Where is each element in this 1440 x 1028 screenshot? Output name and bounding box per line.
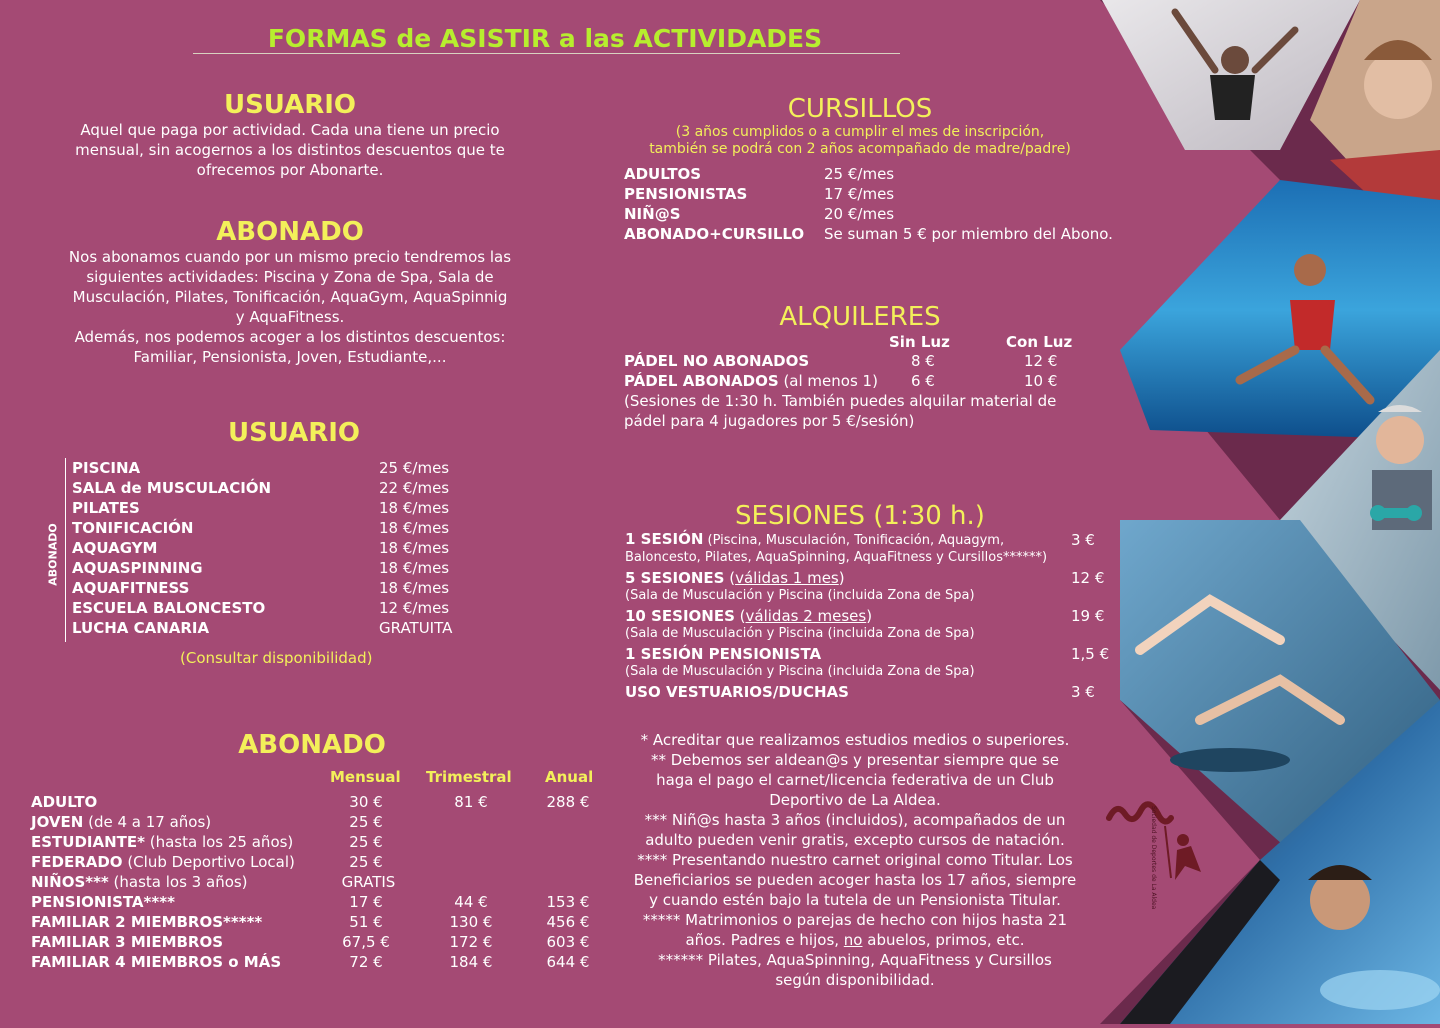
availability-note: (Consultar disponibilidad) [180,649,373,667]
row-detail: (al menos 1) [778,372,878,390]
session-10: 10 SESIONES (válidas 2 meses) [625,607,873,625]
item-price: 18 €/mes [379,539,450,557]
table-row [31,852,295,872]
title-underline [193,53,900,54]
cell-mensual: GRATIS [341,873,396,891]
table-row [31,872,248,892]
cell-mensual: 25 € [349,853,383,871]
col-header-sin-luz: Sin Luz [889,333,950,351]
cursillo-name: NIÑ@S [624,205,681,223]
session-price: 3 € [1071,683,1095,701]
row-name: FAMILIAR 4 MIEMBROS o MÁS [31,953,282,971]
usuario-intro-line: mensual, sin acogernos a los distintos descuentos que te [75,141,505,159]
row-name: FAMILIAR 2 MIEMBROS***** [31,913,263,931]
item-name: TONIFICACIÓN [72,519,194,537]
abonado-intro-line: y AquaFitness. [235,308,345,326]
cell-trimestral: 130 € [449,913,493,931]
cursillo-price: 17 €/mes [824,185,895,203]
session-price: 1,5 € [1071,645,1110,663]
table-row [31,932,223,952]
abonado-intro-line: Nos abonamos cuando por un mismo precio tendremos las [68,248,512,266]
footnote-line: ***** Matrimonios o parejas de hecho con hijos hasta 21 [642,911,1068,929]
row-name: JOVEN [31,813,84,831]
abonado-intro-line: Familiar, Pensionista, Joven, Estudiante,... [133,348,447,366]
abonado-price-table [31,792,611,982]
item-name: AQUAFITNESS [72,579,190,597]
item-price: 25 €/mes [379,459,450,477]
cell-anual: 456 € [546,913,590,931]
alquileres-note: pádel para 4 jugadores por 5 €/sesión) [624,412,915,430]
footnote-line: **** Presentando nuestro carnet original como Titular. Los [637,851,1073,869]
table-row [31,812,211,832]
col-header-mensual: Mensual [330,768,401,786]
footnote-line: y cuando estén bajo la tutela de un Pensionista Titular. [649,891,1061,909]
session-detail: Baloncesto, Pilates, AquaSpinning, AquaFitness y Cursillos******) [625,550,1048,565]
logo-text: Sociedad de Deportes de La Aldea [1150,806,1157,910]
table-row [31,832,293,852]
session-price: 3 € [1071,531,1095,549]
abonado-intro-line: siguientes actividades: Piscina y Zona de Spa, Sala de [86,268,494,286]
footnote-fragment: abuelos, primos, etc. [862,931,1025,949]
row-name: PÁDEL NO ABONADOS [624,352,810,370]
footnotes [610,730,1100,990]
list-item [72,558,203,578]
table-row [31,912,262,932]
usuario-intro-title: USUARIO [223,90,357,120]
usuario-intro-line: Aquel que paga por actividad. Cada una tiene un precio [80,121,500,139]
footnote-line: adulto pueden venir gratis, excepto cursos de natación. [645,831,1065,849]
footnote-line: ****** Pilates, AquaSpinning, AquaFitness y Cursillos [658,951,1052,969]
table-row [31,792,97,812]
cursillo-price: 25 €/mes [824,165,895,183]
page-title: FORMAS de ASISTIR a las ACTIVIDADES [267,24,823,53]
session-detail: (Sala de Musculación y Piscina (incluida Zona de Spa) [625,626,975,641]
cell-con-luz: 12 € [1024,352,1058,370]
item-name: AQUASPINNING [72,559,203,577]
item-price: GRATUITA [379,619,453,637]
alquileres-title: ALQUILERES [779,302,941,332]
session-validity: válidas 1 mes [735,569,839,587]
cell-mensual: 30 € [349,793,383,811]
list-item [72,518,193,538]
item-price: 18 €/mes [379,499,450,517]
item-name: PILATES [72,499,140,517]
abonado-intro [30,217,550,367]
alquileres-note: (Sesiones de 1:30 h. También puedes alquilar material de [624,392,1057,410]
item-name: LUCHA CANARIA [72,619,210,637]
session-name: 5 SESIONES [625,569,725,587]
footnote-line: * Acreditar que realizamos estudios medios o superiores. [640,731,1070,749]
cursillo-price: 20 €/mes [824,205,895,223]
list-item [72,578,189,598]
footnote-line: haga el pago el carnet/licencia federativa de un Club [656,771,1054,789]
session-name: 10 SESIONES [625,607,735,625]
sesiones-title: SESIONES (1:30 h.) [735,501,985,531]
table-row [624,371,878,391]
cell-trimestral: 172 € [449,933,493,951]
session-detail: (Sala de Musculación y Piscina (incluida Zona de Spa) [625,664,975,679]
item-name: ESCUELA BALONCESTO [72,599,266,617]
cursillos-title: CURSILLOS [787,94,933,124]
session-5: 5 SESIONES (válidas 1 mes) [625,569,845,587]
item-name: PISCINA [72,459,141,477]
footnote-fragment: no [843,931,863,949]
cell-mensual: 17 € [349,893,383,911]
session-detail: (Sala de Musculación y Piscina (incluida Zona de Spa) [625,588,975,603]
row-detail: (Club Deportivo Local) [122,853,295,871]
side-divider [65,458,66,642]
footnote-line: Deportivo de La Aldea. [769,791,941,809]
abonado-prices-title: ABONADO [238,730,386,760]
cell-mensual: 72 € [349,953,383,971]
cursillo-price: Se suman 5 € por miembro del Abono. [824,225,1113,243]
cell-sin-luz: 6 € [911,372,935,390]
row-name: FAMILIAR 3 MIEMBROS [31,933,224,951]
cursillo-name: ADULTOS [624,165,702,183]
list-item [72,458,140,478]
col-header-anual: Anual [545,768,594,786]
cell-mensual: 25 € [349,833,383,851]
cell-trimestral: 184 € [449,953,493,971]
cursillos-subtitle-line: (3 años cumplidos o a cumplir el mes de inscripción, [675,124,1045,140]
item-price: 22 €/mes [379,479,450,497]
table-row [31,892,175,912]
abonado-intro-title: ABONADO [216,217,364,247]
cell-mensual: 67,5 € [342,933,390,951]
cell-trimestral: 81 € [454,793,488,811]
row-name: ADULTO [31,793,98,811]
usuario-intro [30,90,550,180]
item-price: 12 €/mes [379,599,450,617]
session-validity: válidas 2 meses [745,607,867,625]
alquileres-table [624,332,1094,432]
list-item [72,538,157,558]
session-price: 12 € [1071,569,1105,587]
cursillos-list [624,164,1124,246]
item-name: AQUAGYM [72,539,158,557]
session-1 [625,530,1004,550]
list-item [72,498,140,518]
usuario-prices-title: USUARIO [227,418,361,448]
abonado-side-label: ABONADO [46,523,60,586]
item-price: 18 €/mes [379,579,450,597]
footnote-fragment: años. Padres e hijos, [685,931,844,949]
session-pensionista: 1 SESIÓN PENSIONISTA [625,645,822,663]
item-price: 18 €/mes [379,519,450,537]
footnote-line: según disponibilidad. [775,971,935,989]
sesiones-list [625,530,1110,705]
cell-mensual: 25 € [349,813,383,831]
cursillos-subtitle-line: también se podrá con 2 años acompañado de madre/padre) [649,141,1071,157]
cell-sin-luz: 8 € [911,352,935,370]
table-row [624,351,809,371]
item-price: 18 €/mes [379,559,450,577]
cell-trimestral: 44 € [454,893,488,911]
session-detail: (Piscina, Musculación, Tonificación, Aquagym, [703,533,1005,548]
cell-anual: 153 € [546,893,590,911]
session-price: 19 € [1071,607,1105,625]
row-detail: (hasta los 25 años) [144,833,294,851]
row-name: PENSIONISTA**** [31,893,175,911]
item-name: SALA de MUSCULACIÓN [72,479,272,497]
photo-collage [1080,0,1440,1024]
collage-svg [1080,0,1440,1024]
row-name: NIÑOS*** [31,873,109,891]
row-name: ESTUDIANTE* [31,833,145,851]
session-name: 1 SESIÓN [625,530,704,548]
footnote-line [610,930,1100,950]
cursillos-header [600,94,1120,158]
footnote-line: ** Debemos ser aldean@s y presentar siempre que se [650,751,1060,769]
footnote-line: *** Niñ@s hasta 3 años (incluidos), acompañados de un [644,811,1066,829]
cursillo-name: ABONADO+CURSILLO [624,225,805,243]
cell-mensual: 51 € [349,913,383,931]
list-item [72,618,209,638]
session-vestuarios: USO VESTUARIOS/DUCHAS [625,683,849,701]
row-detail: (hasta los 3 años) [108,873,248,891]
cursillo-name: PENSIONISTAS [624,185,748,203]
usuario-intro-line: ofrecemos por Abonarte. [196,161,384,179]
cell-anual: 603 € [546,933,590,951]
footnote-line: Beneficiarios se pueden acoger hasta los 17 años, siempre [633,871,1077,889]
row-name: PÁDEL ABONADOS [624,372,779,390]
cell-anual: 288 € [546,793,590,811]
col-header-con-luz: Con Luz [1006,333,1073,351]
abonado-intro-line: Musculación, Pilates, Tonificación, AquaGym, AquaSpinnig [72,288,508,306]
col-header-trimestral: Trimestral [426,768,512,786]
table-row [31,952,281,972]
list-item [72,598,265,618]
row-name: FEDERADO [31,853,123,871]
row-detail: (de 4 a 17 años) [83,813,212,831]
list-item [72,478,271,498]
cell-con-luz: 10 € [1024,372,1058,390]
cell-anual: 644 € [546,953,590,971]
abonado-intro-line: Además, nos podemos acoger a los distintos descuentos: [74,328,506,346]
